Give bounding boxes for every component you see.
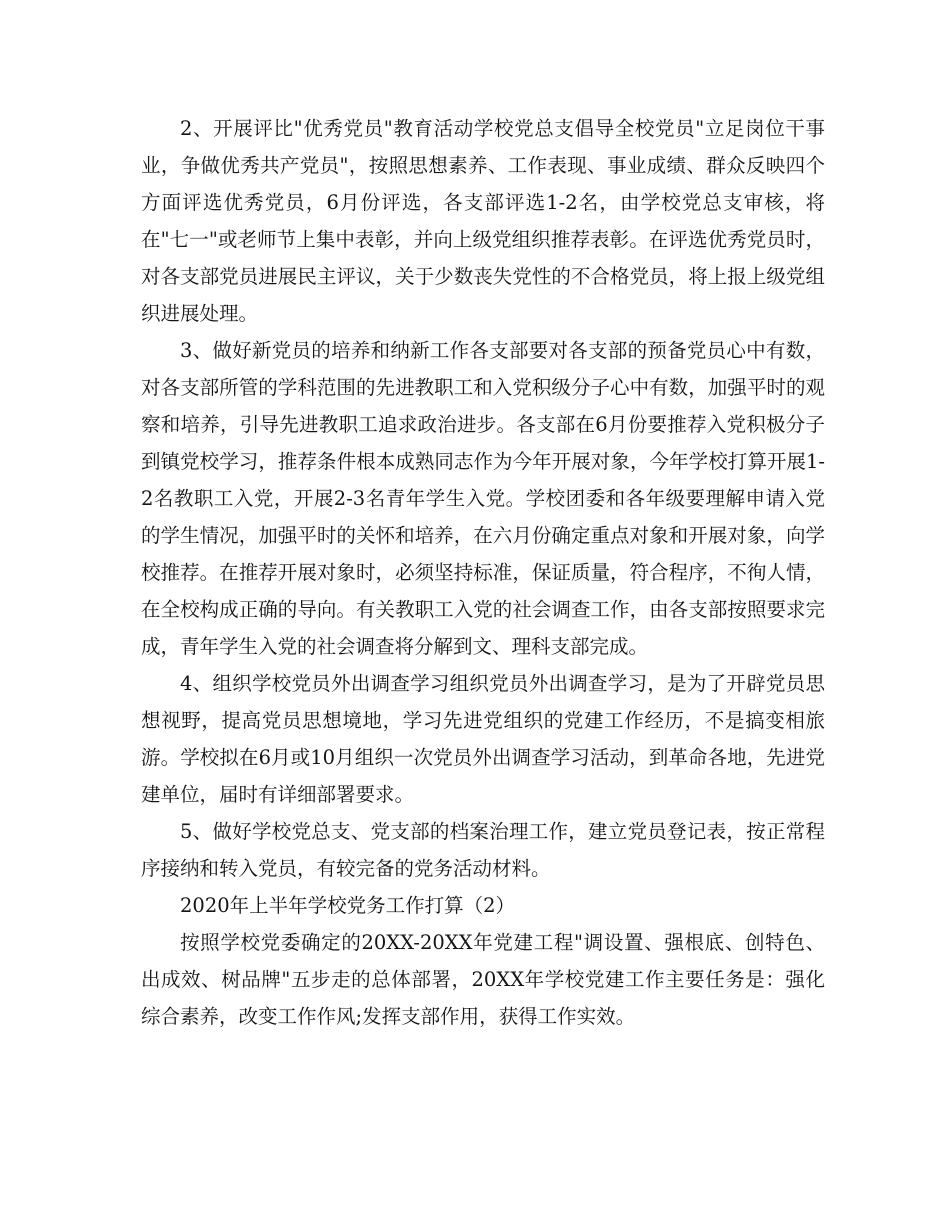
paragraph-item-5: 5、做好学校党总支、党支部的档案治理工作，建立党员登记表，按正常程序接纳和转入党员，有较完备的党务活动材料。 [141,820,825,880]
paragraph-item-2: 2、开展评比"优秀党员"教育活动学校党总支倡导全校党员"立足岗位干事业，争做优秀共产党员"，按照思想素养、工作表现、事业成绩、群众反映四个方面评选优秀党员，6月份评选，各支部评选1-2名，由学校党总支审核，将在"七一"或老师节上集中表彰，并向上级党组织推荐表彰。在评选优秀党员时，对各支部党员进展民主评议，关于少数丧失党性的不合格党员，将上报上级党组织进展处理。 [141,117,825,325]
document-body [141,110,825,1035]
section-heading: 2020年上半年学校党务工作打算（2） [180,894,516,917]
paragraph-intro: 按照学校党委确定的20XX-20XX年党建工程"调设置、强根底、创特色、出成效、树品牌"五步走的总体部署，20XX年学校党建工作主要任务是：强化综合素养，改变工作作风;发挥支部作用，获得工作实效。 [141,931,825,1028]
paragraph-item-4: 4、组织学校党员外出调查学习组织党员外出调查学习，是为了开辟党员思想视野，提高党员思想境地，学习先进党组织的党建工作经历，不是搞变相旅游。学校拟在6月或10月组织一次党员外出调查学习活动，到革命各地，先进党建单位，届时有详细部署要求。 [141,672,825,806]
paragraph-item-3: 3、做好新党员的培养和纳新工作各支部要对各支部的预备党员心中有数，对各支部所管的学科范围的先进教职工和入党积级分子心中有数，加强平时的观察和培养，引导先进教职工追求政治进步。各支部在6月份要推荐入党积极分子到镇党校学习，推荐条件根本成熟同志作为今年开展对象，今年学校打算开展1-2名教职工入党，开展2-3名青年学生入党。学校团委和各年级要理解申请入党的学生情况，加强平时的关怀和培养，在六月份确定重点对象和开展对象，向学校推荐。在推荐开展对象时，必须坚持标准，保证质量，符合程序，不徇人情，在全校构成正确的导向。有关教职工入党的社会调查工作，由各支部按照要求完成，青年学生入党的社会调查将分解到文、理科支部完成。 [141,339,825,658]
